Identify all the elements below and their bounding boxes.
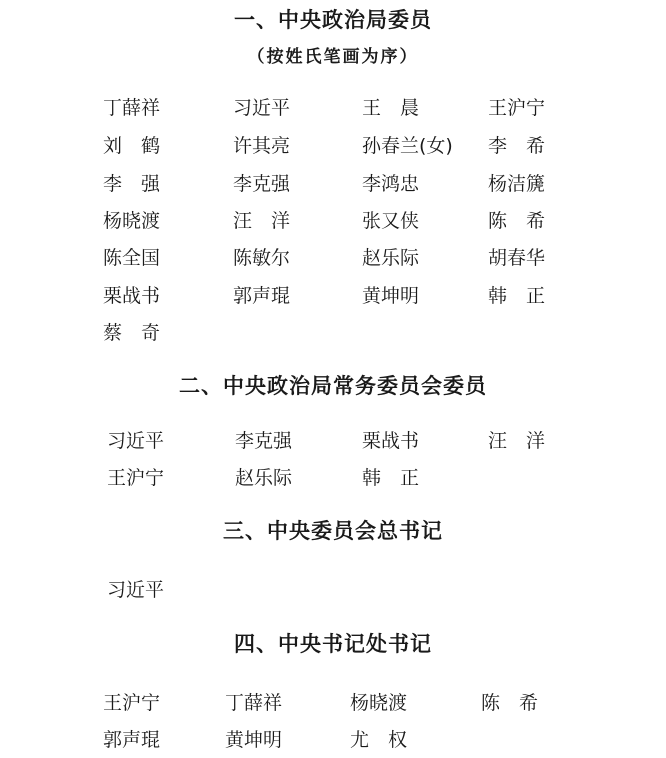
member-name: 刘 鹤 [103,135,161,157]
member-name: 王沪宁 [103,692,161,714]
member-name: 郭声琨 [103,729,161,751]
member-name: 赵乐际 [235,467,293,489]
member-name: 赵乐际 [362,247,420,269]
section-1-title: 一、中央政治局委员 [234,8,432,32]
member-name: 杨晓渡 [350,692,408,714]
member-name: 蔡 奇 [103,322,161,344]
member-name: 杨洁篪 [488,173,546,195]
member-name: 尤 权 [350,729,408,751]
member-name: 许其亮 [233,135,291,157]
member-name: 郭声琨 [233,285,291,307]
member-name: 李鸿忠 [362,173,420,195]
member-name: 习近平 [107,579,165,601]
member-name: 王沪宁 [107,467,165,489]
member-name: 黄坤明 [362,285,420,307]
section-2-title: 二、中央政治局常务委员会委员 [179,374,487,398]
member-name: 陈 希 [481,692,539,714]
member-name: 栗战书 [103,285,161,307]
member-name: 陈敏尔 [233,247,291,269]
member-name: 杨晓渡 [103,210,161,232]
member-name: 习近平 [107,430,165,452]
member-name: 王沪宁 [488,97,546,119]
section-4-title: 四、中央书记处书记 [234,632,432,656]
member-name: 栗战书 [362,430,420,452]
member-name: 黄坤明 [225,729,283,751]
member-name: 丁薛祥 [103,97,161,119]
member-name: 习近平 [233,97,291,119]
member-name: 汪 洋 [488,430,546,452]
member-name: 陈全国 [103,247,161,269]
section-1-subtitle: （按姓氏笔画为序） [247,47,419,67]
member-name: 陈 希 [488,210,546,232]
member-name: 丁薛祥 [225,692,283,714]
member-name: 李克强 [235,430,293,452]
member-name: 张又侠 [362,210,420,232]
member-name: 李 强 [103,173,161,195]
member-name: 李克强 [233,173,291,195]
section-3-title: 三、中央委员会总书记 [223,519,443,543]
member-name: 汪 洋 [233,210,291,232]
member-name: 李 希 [488,135,546,157]
member-name: 韩 正 [488,285,546,307]
member-name: 韩 正 [362,467,420,489]
member-name: 王 晨 [362,97,420,119]
member-name: 胡春华 [488,247,546,269]
member-name: 孙春兰(女) [362,135,453,157]
